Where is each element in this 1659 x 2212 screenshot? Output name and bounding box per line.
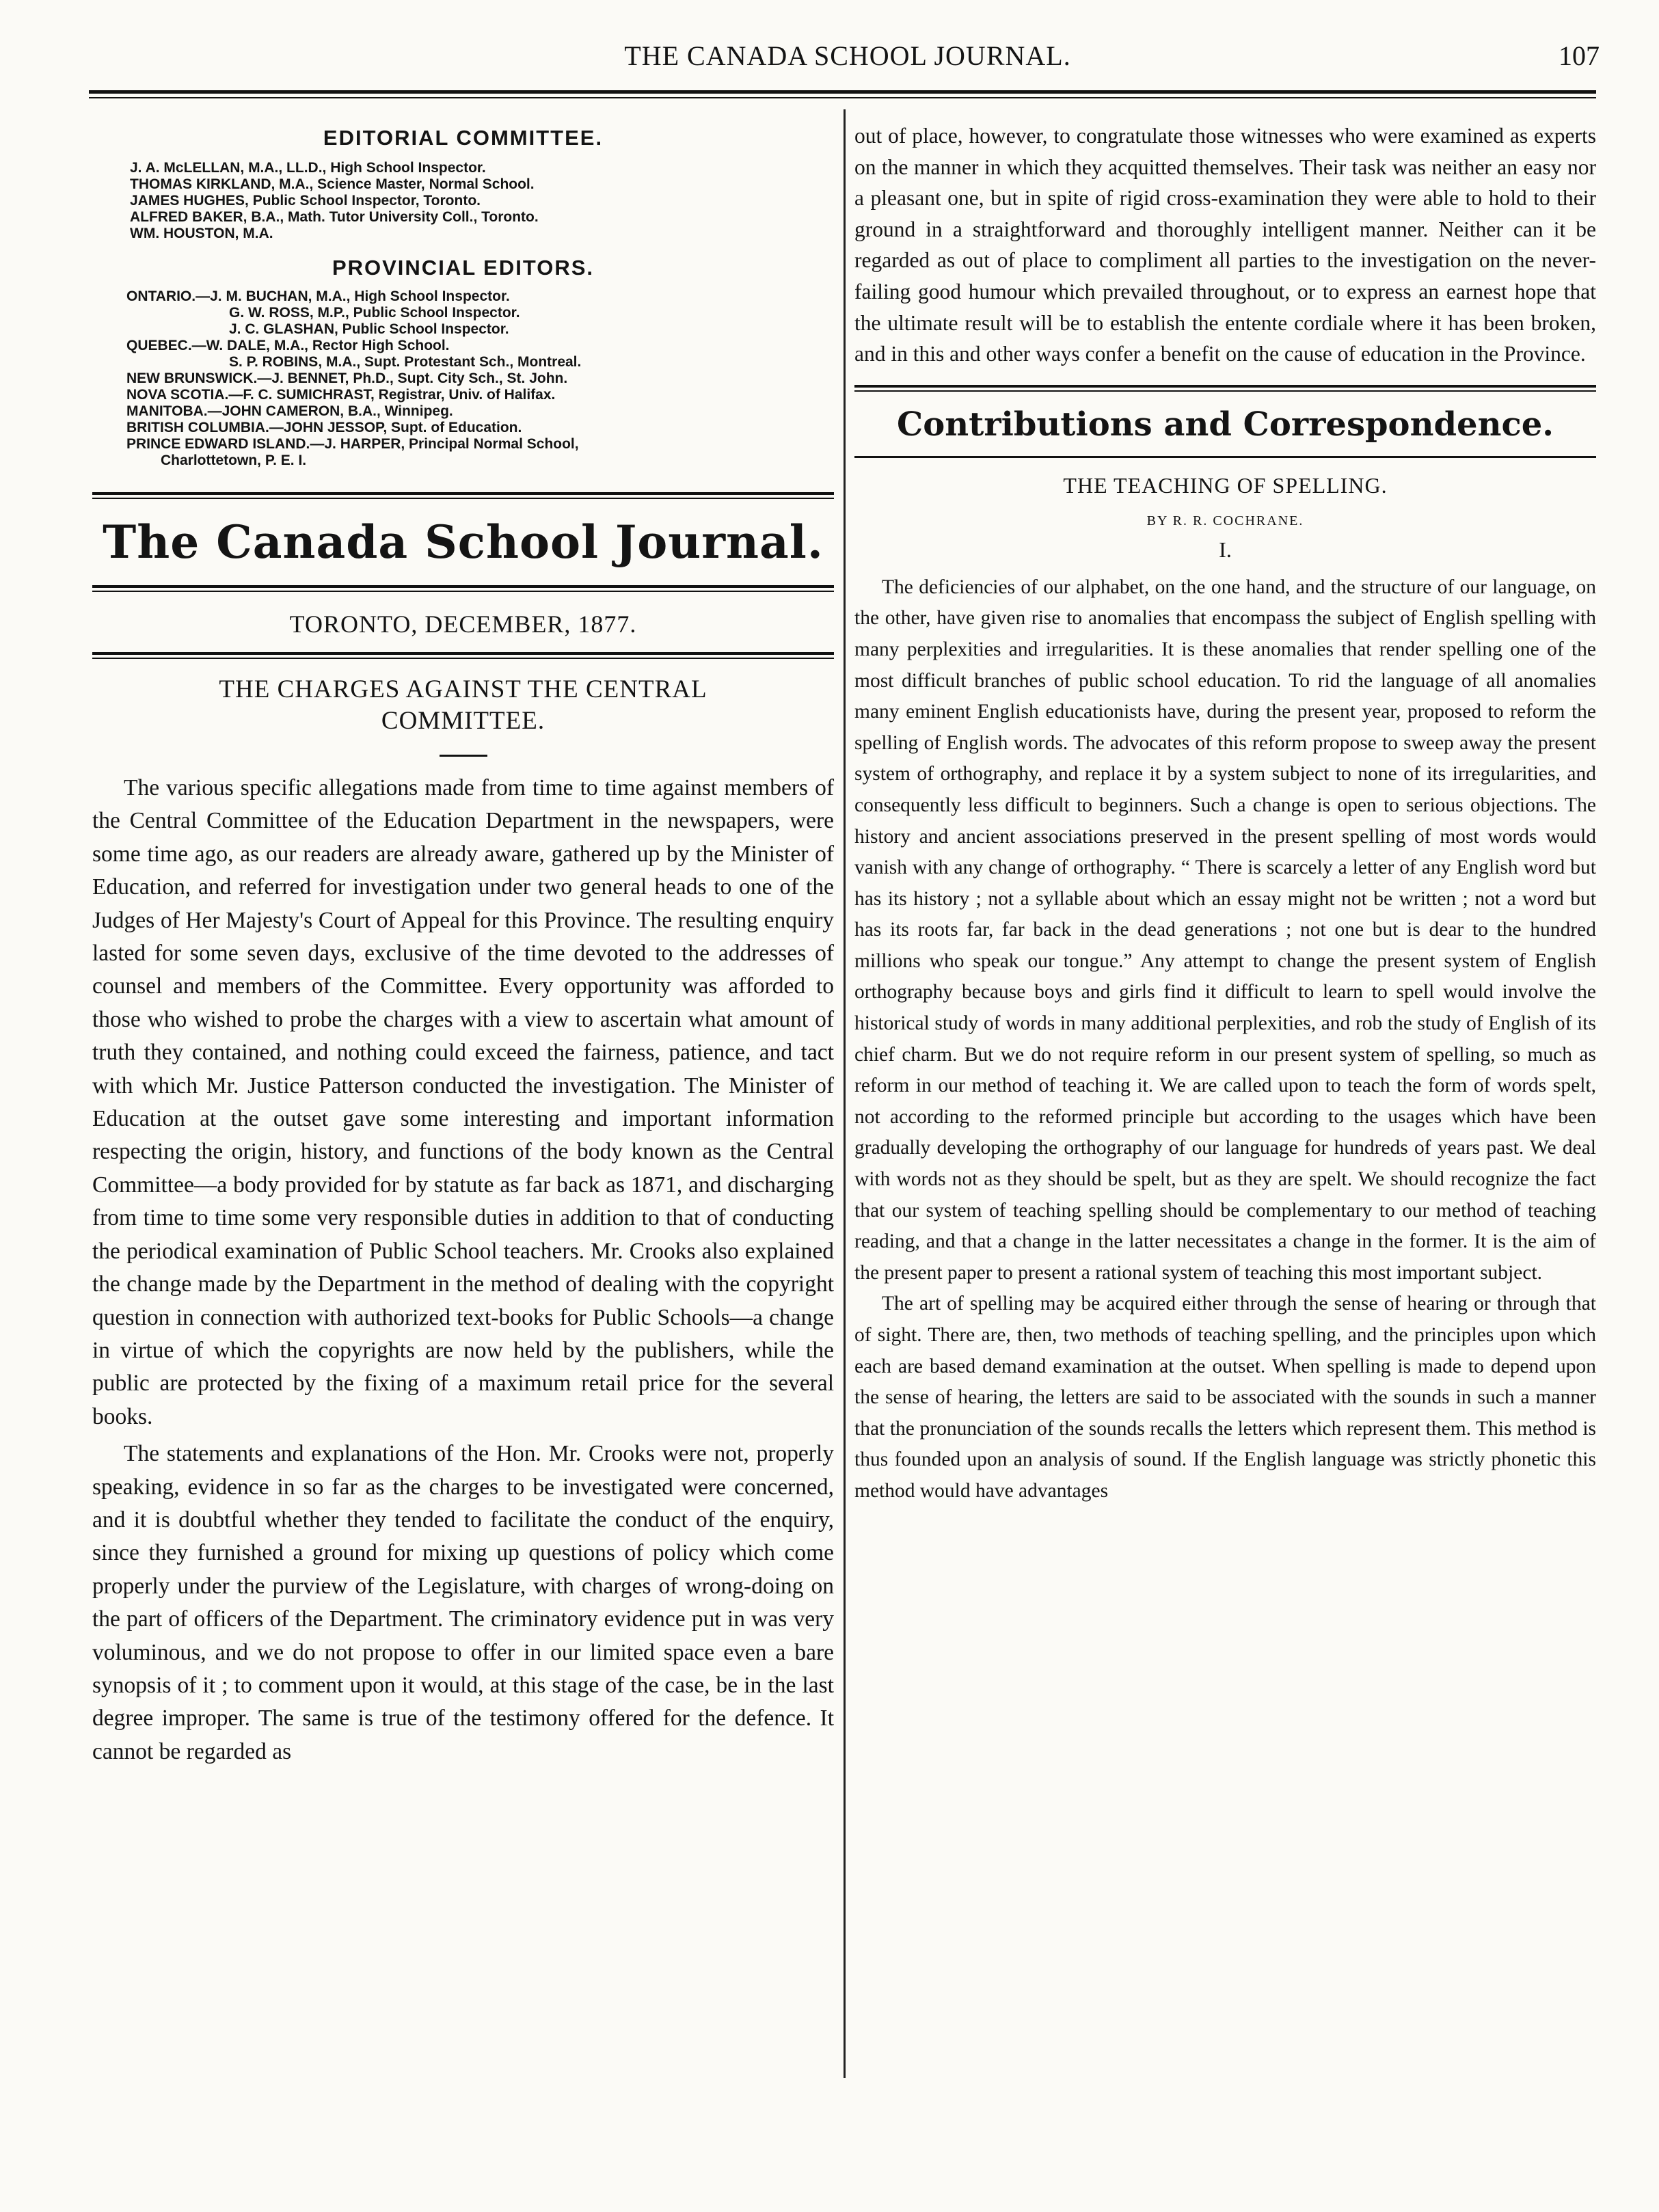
part-numeral: I. [1219,537,1232,562]
article-paragraph: The art of spelling may be acquired either through the sense of hearing or through that of sight. There are, then, two methods of teaching spelling, and the principles upon which each are based demand examination at the outset. When spelling is made to depend upon the sense of hearing, the letters are said to be associated with the sounds in such a manner that the pronunciation of the sounds recalls the letters which represent them. This method is thus founded upon an analysis of sound. If the English language was strictly phonetic this method would have advantages [854,1293,1596,1502]
masthead-title: The Canada School Journal. [103,515,824,569]
article-paragraph: The statements and explanations of the Hon. Mr. Crooks were not, properly speaking, evidence in so far as the charges to be investigated were concerned, and it is doubtful whether they tended to facilitate the conduct of the enquiry, since they furnished a ground for mixing up questions of policy which come properly under the purview of the Legislature, with charges of wrong-doing on the part of officers of the Department. The criminatory evidence put in was very voluminous, and we do not propose to offer in our limited space even a bare synopsis of it ; to comment upon it would, at this stage of the case, be in the last degree improper. The same is true of the testimony offered for the defence. It cannot be regarded as [92,1441,834,1764]
dateline: TORONTO, DECEMBER, 1877. [289,610,637,638]
editor-line: G. W. ROSS, M.P., Public School Inspector. [229,305,520,321]
provincial-editors-heading: PROVINCIAL EDITORS. [332,256,595,280]
editor-line: BRITISH COLUMBIA.—JOHN JESSOP, Supt. of Education. [126,420,522,435]
header-rule [89,90,1596,98]
editor-line: Charlottetown, P. E. I. [161,453,307,468]
editor-line: PRINCE EDWARD ISLAND.—J. HARPER, Principal Normal School, [126,436,579,452]
editor-line: MANITOBA.—JOHN CAMERON, B.A., Winnipeg. [126,403,453,419]
editor-line: NOVA SCOTIA.—F. C. SUMICHRAST, Registrar, Univ. of Halifax. [126,387,556,403]
committee-member: JAMES HUGHES, Public School Inspector, Toronto. [130,193,481,208]
section-heading-rule [854,456,1596,458]
left-column [92,109,834,1768]
committee-member: J. A. McLELLAN, M.A., LL.D., High School Inspector. [130,160,486,176]
article-title: THE TEACHING OF SPELLING. [1063,472,1388,498]
article-title-line: THE CHARGES AGAINST THE CENTRAL [219,675,707,703]
editorial-committee-heading: EDITORIAL COMMITTEE. [323,126,604,150]
page-number: 107 [1559,40,1600,71]
editor-line: S. P. ROBINS, M.A., Supt. Protestant Sch., Montreal. [229,354,582,370]
editor-line: NEW BRUNSWICK.—J. BENNET, Ph.D., Supt. City Sch., St. John. [126,370,568,386]
article-title-line: COMMITTEE. [381,707,545,735]
editor-line: QUEBEC.—W. DALE, M.A., Rector High School. [126,338,450,353]
committee-member: THOMAS KIRKLAND, M.A., Science Master, Normal School. [130,176,535,192]
masthead-bottom-rule [92,585,834,592]
committee-member: ALFRED BAKER, B.A., Math. Tutor University Coll., Toronto. [130,209,539,225]
section-heading: Contributions and Correspondence. [897,405,1554,444]
committee-member: WM. HOUSTON, M.A. [130,226,273,241]
article-title [92,674,834,737]
provincial-editors-list [92,288,834,469]
right-column [854,109,1596,1507]
byline: BY R. R. COCHRANE. [1146,513,1304,528]
article-paragraph: The various specific allegations made from time to time against members of the Central Committee of the Education Department in the newspapers, were some time ago, as our readers are already aware, gathered up by the Minister of Education, and referred for investigation under two general heads to one of the Judges of Her Majesty's Court of Appeal for this Province. The resulting enquiry lasted for some seven days, exclusive of the time devoted to the addresses of counsel and members of the Committee. Every opportunity was afforded to those who wished to probe the charges with a view to ascertain what amount of truth they contained, and nothing could exceed the fairness, patience, and tact with which Mr. Justice Patterson conducted the investigation. The Minister of Education at the outset gave some interesting and important information respecting the origin, history, and functions of the body known as the Central Committee—a body provided for by statute as far back as 1871, and discharging from time to time some very responsible duties in addition to that of conducting the periodical examination of Public School teachers. Mr. Crooks also explained the change made by the Department in the method of dealing with the copyright question in connection with authorized text-books for Public Schools—a change in virtue of which the copyrights are now held by the publishers, while the public are protected by the fixing of a maximum retail price for the several books. [92,775,834,1429]
title-separator [440,755,487,757]
article-continuation: out of place, however, to congratulate those witnesses who were examined as experts on the manner in which they acquitted themselves. Their task was neither an easy nor a pleasant one, but in spite of rigid cross-examination they were able to hold to their ground in a straightforward and thoroughly intelligent manner. Neither can it be regarded as out of place to compliment all parties to the investigation on the never-failing good humour which prevailed throughout, or to express an earnest hope that the ultimate result will be to establish the entente cordiale where it has been broken, and in this and other ways confer a benefit on the cause of education in the Province. [854,124,1596,366]
editor-line: J. C. GLASHAN, Public School Inspector. [229,321,509,337]
article-paragraph: The deficiencies of our alphabet, on the one hand, and the structure of our language, on the other, have given rise to anomalies that encompass the subject of English spelling with many perplexities and irregularities. It is these anomalies that render spelling one of the most difficult branches of public school education. To rid the language of all anomalies many eminent English educationists have, during the present year, proposed to reform the spelling of English words. The advocates of this reform propose to sweep away the present system of orthography, and replace it by a system subject to none of its irregularities, and consequently less difficult to beginners. Such a change is open to serious objections. The history and ancient associations preserved in the present spelling of most words would vanish with any change of orthography. “ There is scarcely a letter of any English word but has its history ; not a syllable about which an essay might not be written ; not a word but has its roots far, far back in the dead generations ; not one but is dear to the hundred millions who speak our tongue.” Any attempt to change the present system of English orthography because boys and girls find it difficult to learn to spell would involve the historical study of words in many additional perplexities, and rob the study of English of its chief charm. But we do not require reform in our present system of spelling, so much as reform in our method of teaching it. We are called upon to teach the form of words spelt, not according to the reformed principle but according to the usages which have been gradually developing the orthography of our language for hundreds of years past. We deal with words not as they should be spelt, but as they are spelt. We should recognize the fact that our system of teaching spelling should be complementary to our method of teaching reading, and that a change in the latter necessitates a change in the former. It is the aim of the present paper to present a rational system of teaching this most important subject. [854,576,1596,1284]
section-rule [854,385,1596,392]
dateline-rule [92,652,834,659]
running-title: THE CANADA SCHOOL JOURNAL. [624,40,1071,71]
masthead-top-rule [92,492,834,499]
editor-line: ONTARIO.—J. M. BUCHAN, M.A., High School Inspector. [126,288,510,304]
column-divider [844,109,846,2078]
editorial-committee-list [92,160,834,242]
running-head [96,40,1600,81]
